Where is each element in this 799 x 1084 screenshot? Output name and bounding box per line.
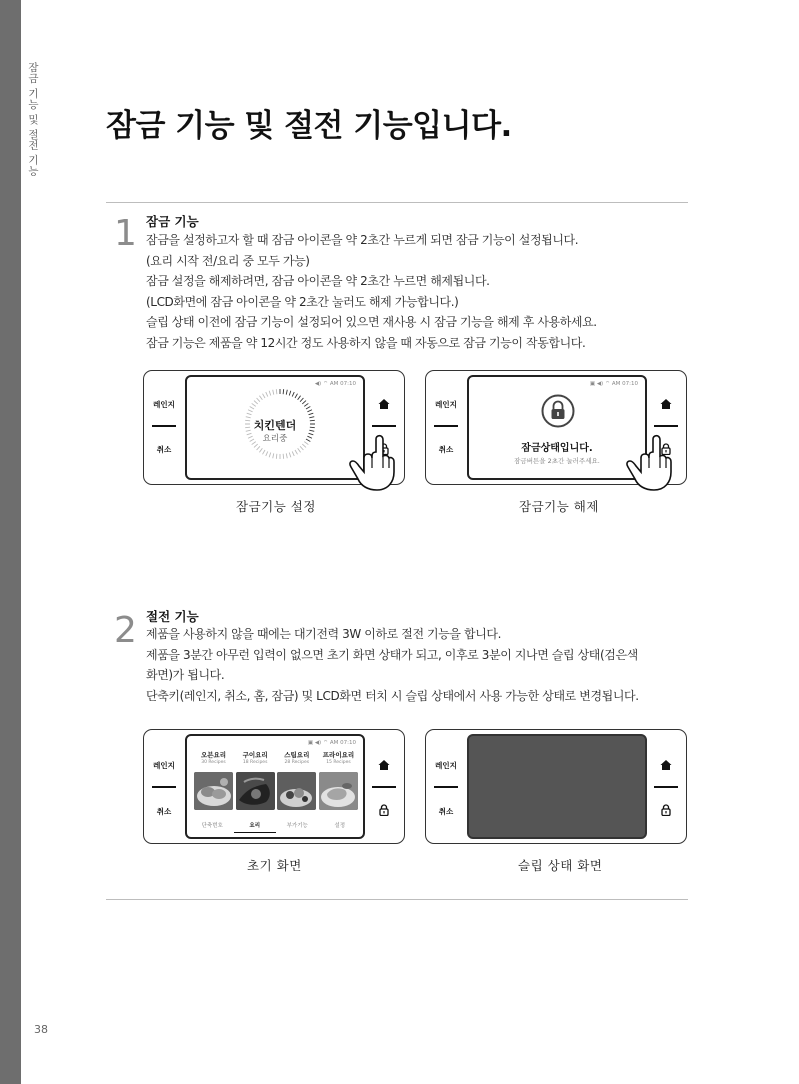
recipe-card-count: 18 Recipes — [242, 760, 268, 765]
cancel-button[interactable]: 취소 — [438, 807, 454, 816]
cancel-button[interactable]: 취소 — [438, 445, 454, 454]
recipe-card-name: 프라이요리 — [322, 751, 355, 759]
home-icon[interactable] — [660, 759, 672, 771]
device-sleep — [425, 729, 687, 844]
home-icon[interactable] — [378, 759, 390, 771]
lock-status-title: 잠금상태입니다. — [521, 443, 593, 454]
lock-status-hint: 잠금버튼을 2초간 눌러주세요. — [514, 457, 600, 465]
volume-icon: ◀) — [314, 381, 322, 387]
status-time: AM 07:10 — [329, 740, 356, 746]
volume-icon: ◀) — [314, 740, 322, 746]
home-icon[interactable] — [660, 398, 672, 410]
range-button[interactable]: 레인지 — [153, 400, 175, 409]
status-bar — [315, 380, 356, 387]
volume-icon: ◀) — [596, 381, 604, 387]
divider-bar — [654, 425, 678, 427]
recipe-card-name: 오븐요리 — [200, 751, 227, 759]
cancel-button[interactable]: 취소 — [156, 445, 172, 454]
step-1-line: (요리 시작 전/요리 중 모두 가능) — [146, 253, 310, 268]
divider-bar — [372, 786, 396, 788]
bottom-tabs — [191, 819, 361, 833]
status-time: AM 07:10 — [611, 381, 638, 387]
lock-icon[interactable] — [660, 804, 672, 816]
tab-extra[interactable]: 부가기능 — [286, 823, 308, 829]
step-2-number: 2 — [114, 610, 137, 651]
wifi-icon: ⌔ — [322, 740, 329, 746]
lcd-screen-sleep[interactable] — [467, 734, 647, 839]
caption-sleep: 슬립 상태 화면 — [518, 858, 603, 873]
step-1-heading: 잠금 기능 — [146, 214, 199, 229]
step-2-line: 단축키(레인지, 취소, 홈, 잠금) 및 LCD화면 터치 시 슬립 상태에서 사용 가능한 상태로 변경됩니다. — [146, 688, 639, 703]
tab-shortcut[interactable]: 단축번호 — [201, 823, 223, 829]
lcd-screen[interactable] — [467, 375, 647, 480]
divider-bar — [152, 786, 176, 788]
pointing-hand-icon — [625, 434, 673, 492]
caption-lock-release: 잠금기능 해제 — [519, 499, 599, 514]
wifi-icon: ⌔ — [604, 381, 611, 387]
divider-bar — [434, 425, 458, 427]
wifi-icon: ⌔ — [322, 381, 329, 387]
status-time: AM 07:10 — [329, 381, 356, 387]
cancel-button[interactable]: 취소 — [156, 807, 172, 816]
divider-bar — [152, 425, 176, 427]
lcd-screen[interactable] — [185, 375, 365, 480]
status-bar — [308, 739, 356, 746]
caption-initial: 초기 화면 — [247, 858, 302, 873]
divider-bar — [654, 786, 678, 788]
step-2-line: 제품을 사용하지 않을 때에는 대기전력 3W 이하로 절전 기능을 합니다. — [146, 627, 502, 641]
tab-settings[interactable]: 설정 — [334, 823, 346, 829]
lock-status-icon: ▣ — [307, 740, 314, 746]
step-2-line: 화면)가 됩니다. — [146, 668, 225, 683]
recipe-card-name: 스팀요리 — [284, 751, 310, 759]
recipe-card-name: 구이요리 — [242, 751, 268, 759]
food-photo — [194, 772, 233, 810]
range-button[interactable]: 레인지 — [435, 761, 457, 770]
status-bar — [590, 380, 638, 387]
lock-icon[interactable] — [378, 804, 390, 816]
divider-bar — [434, 786, 458, 788]
recipe-card[interactable] — [236, 748, 275, 816]
food-photo — [236, 772, 275, 810]
section-label: 잠금 기능 및 절전 기능 — [27, 62, 39, 177]
step-2-text — [146, 624, 639, 706]
pointing-hand-icon — [348, 434, 396, 492]
recipe-card-count: 30 Recipes — [201, 760, 226, 765]
step-1-line: 잠금 설정을 해제하려면, 잠금 아이콘을 약 2초간 누르면 해제됩니다. — [146, 274, 490, 289]
tab-cooking[interactable]: 요리 — [234, 819, 277, 833]
lock-status-icon: ▣ — [589, 381, 596, 387]
recipe-card[interactable] — [277, 748, 316, 816]
page-title: 잠금 기능 및 절전 기능입니다. — [106, 108, 512, 144]
device-initial — [143, 729, 405, 844]
caption-lock-set: 잠금기능 설정 — [236, 499, 316, 514]
step-1-line: 잠금 기능은 제품을 약 12시간 정도 사용하지 않을 때 자동으로 잠금 기능이 작동합니다. — [146, 335, 586, 350]
food-photo — [277, 772, 316, 810]
recipe-name: 치킨텐더 — [253, 419, 297, 432]
divider-top — [106, 202, 688, 203]
range-button[interactable]: 레인지 — [153, 761, 175, 770]
recipe-cards — [194, 748, 358, 816]
step-1-line: (LCD화면에 잠금 아이콘을 약 2초간 눌러도 해제 가능합니다.) — [146, 294, 459, 309]
cooking-status: 요리중 — [262, 434, 288, 444]
recipe-card-count: 28 Recipes — [284, 760, 310, 765]
step-1-line: 슬립 상태 이전에 잠금 기능이 설정되어 있으면 재사용 시 잠금 기능을 해제 후 사용하세요. — [146, 315, 597, 330]
step-2-line: 제품을 3분간 아무런 입력이 없으면 초기 화면 상태가 되고, 이후로 3분이 지나면 슬립 상태(검은색 — [146, 647, 638, 662]
range-button[interactable]: 레인지 — [435, 400, 457, 409]
step-1-text — [146, 230, 597, 354]
sidebar-bar — [0, 0, 21, 1084]
divider-bar — [372, 425, 396, 427]
recipe-card[interactable] — [319, 748, 358, 816]
step-1-number: 1 — [114, 213, 137, 254]
recipe-card[interactable] — [194, 748, 233, 816]
step-1-line: 잠금을 설정하고자 할 때 잠금 아이콘을 약 2초간 누르게 되면 잠금 기능이 설정됩니다. — [146, 233, 579, 247]
divider-bottom — [106, 899, 688, 900]
food-photo — [319, 772, 358, 810]
lcd-screen[interactable] — [185, 734, 365, 839]
home-icon[interactable] — [378, 398, 390, 410]
page-number: 38 — [34, 1023, 48, 1036]
step-2-heading: 절전 기능 — [146, 609, 199, 624]
recipe-card-count: 15 Recipes — [326, 760, 351, 765]
lock-circle-icon[interactable] — [541, 394, 575, 428]
